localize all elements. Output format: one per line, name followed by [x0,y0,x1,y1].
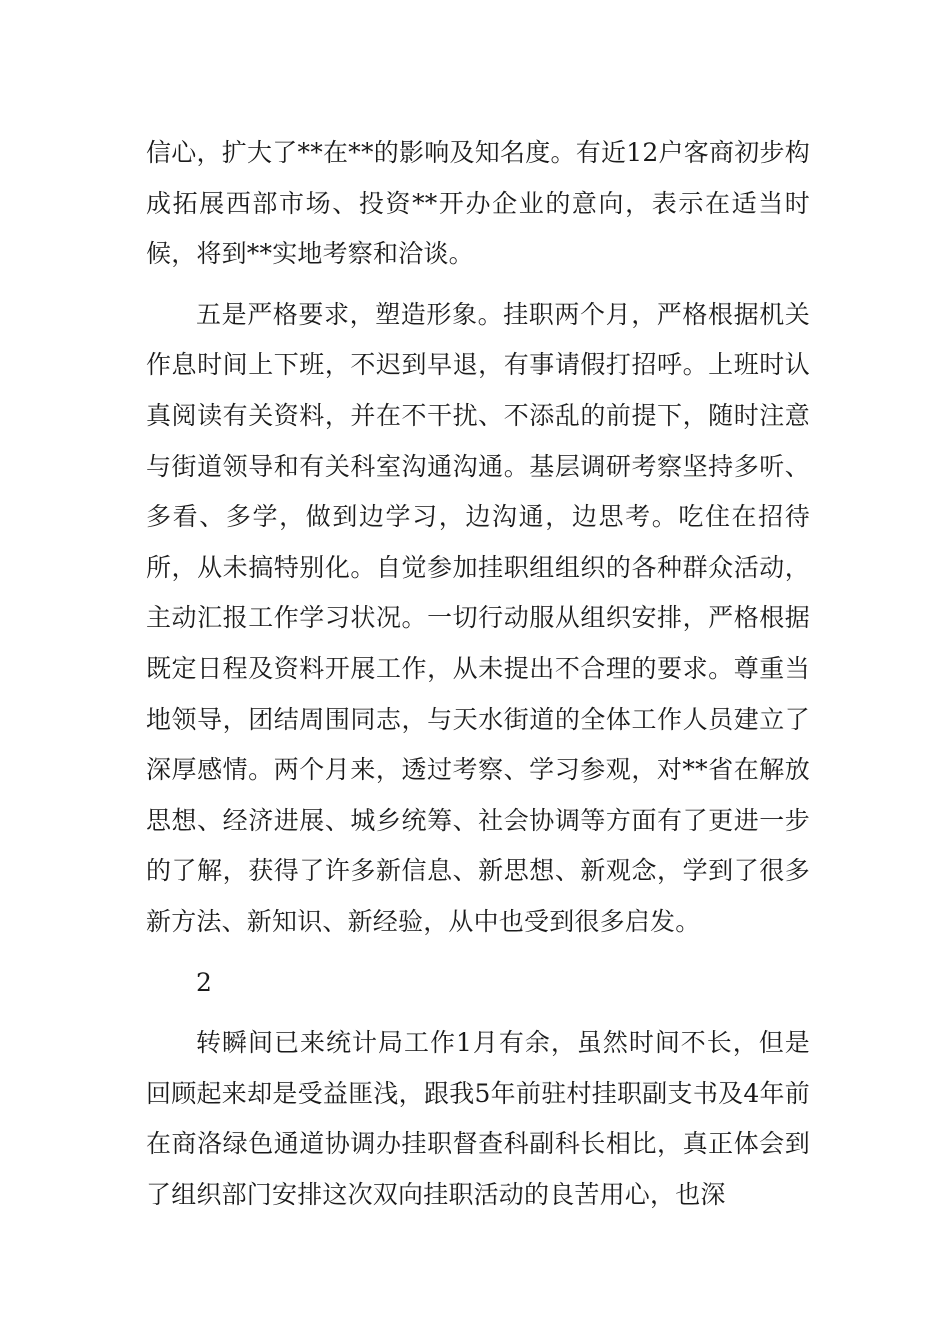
paragraph-strict-requirements: 五是严格要求，塑造形象。挂职两个月，严格根据机关作息时间上下班，不迟到早退，有事请假打招呼。上班时认真阅读有关资料，并在不干扰、不添乱的前提下，随时注意与街道领导和有关科室沟通沟通。基层调研考察坚持多听、多看、多学，做到边学习，边沟通，边思考。吃住在招待所，从未搞特别化。自觉参加挂职组组织的各种群众活动，主动汇报工作学习状况。一切行动服从组织安排，严格根据既定日程及资料开展工作，从未提出不合理的要求。尊重当地领导，团结周围同志，与天水街道的全体工作人员建立了深厚感情。两个月来，透过考察、学习参观，对**省在解放思想、经济进展、城乡统筹、社会协调等方面有了更进一步的了解，获得了许多新信息、新思想、新观念，学到了很多新方法、新知识、新经验，从中也受到很多启发。 [146,299,810,936]
paragraph-statistics-bureau: 转瞬间已来统计局工作1月有余，虽然时间不长，但是回顾起来却是受益匪浅，跟我5年前驻村挂职副支书及4年前在商洛绿色通道协调办挂职督查科副科长相比，真正体会到了组织部门安排这次双向挂职活动的良苦用心，也深 [146,1028,810,1209]
section-number: 2 [196,967,213,997]
paragraph-continuation: 信心，扩大了**在**的影响及知名度。有近12户客商初步构成拓展西部市场、投资**开办企业的意向，表示在适当时候，将到**实地考察和洽谈。 [146,138,810,269]
document-body [146,128,810,1230]
